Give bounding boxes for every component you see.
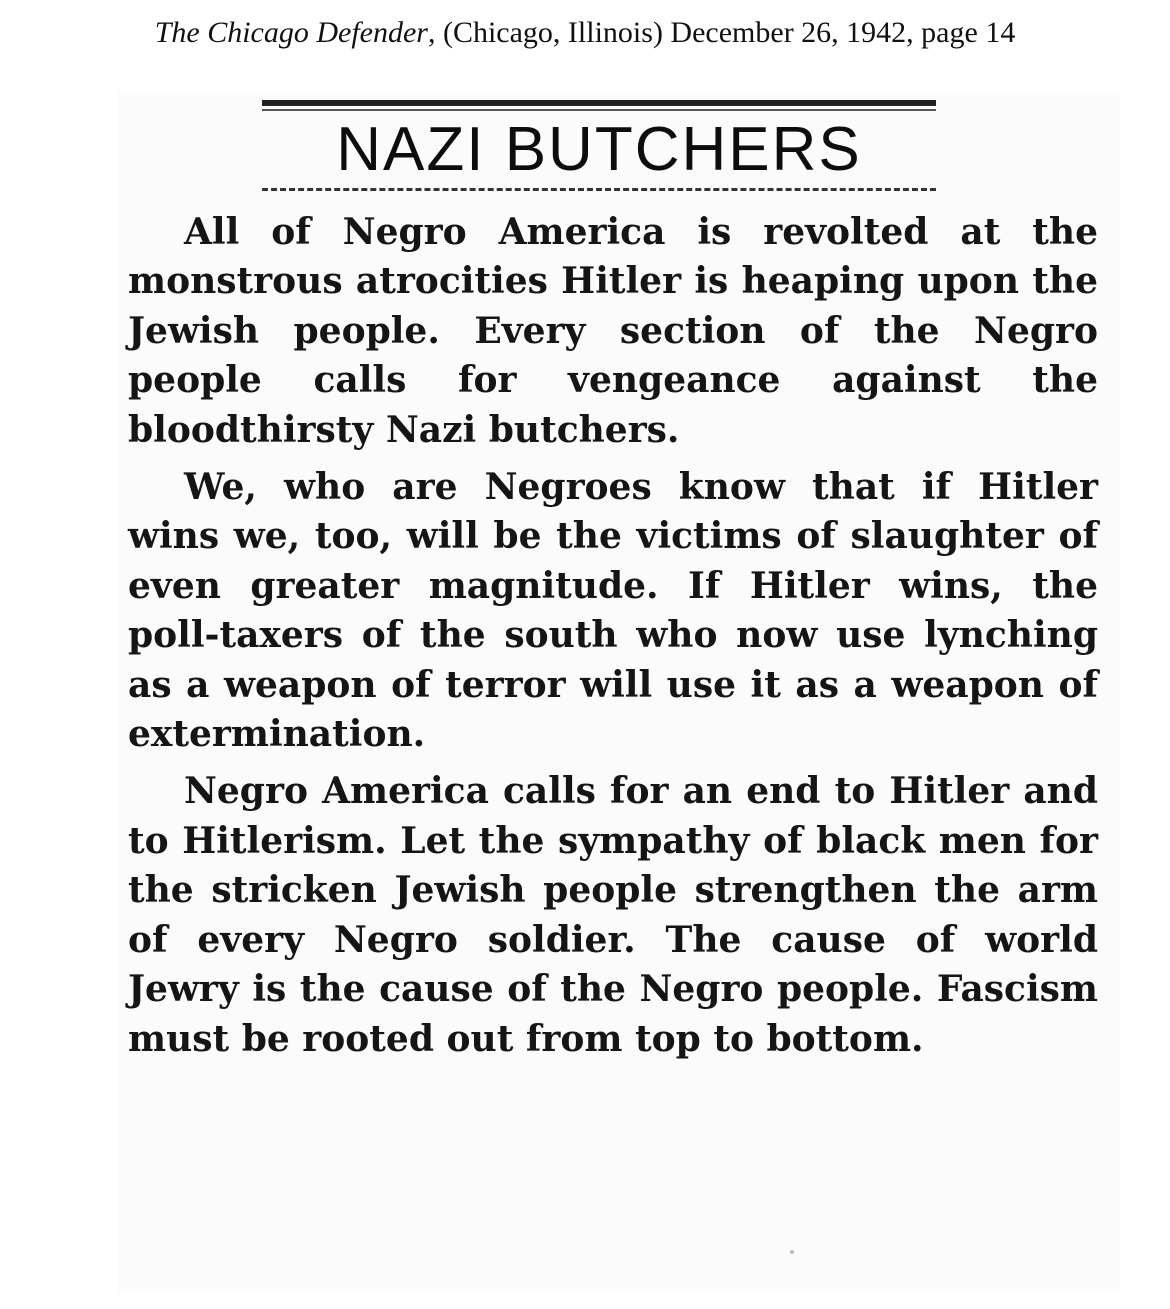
headline-top-rule [262, 100, 936, 106]
paragraph-2: We, who are Negroes know that if Hitler wins we, too, will be the victims of slaughter of even greater magnitude. If Hitler wins, the poll-taxers of the south who now use lynching as a weapon of terror will use it as a weapon of extermination. [128, 466, 1098, 756]
source-details: , (Chicago, Illinois) December 26, 1942, page 14 [427, 16, 1016, 49]
source-caption [0, 16, 1170, 50]
headline-bottom-rule [262, 188, 936, 191]
print-speck [790, 1250, 794, 1254]
paragraph-1: All of Negro America is revolted at the monstrous atrocities Hitler is heaping upon the Jewish people. Every section of the Negro people calls for vengeance against the bloodthirsty Nazi butchers. [128, 211, 1098, 451]
newspaper-name: The Chicago Defender [154, 16, 428, 49]
headline: NAZI BUTCHERS [336, 115, 862, 184]
article-body [128, 208, 1098, 1064]
paragraph-3: Negro America calls for an end to Hitler and to Hitlerism. Let the sympathy of black men for the stricken Jewish people strengthen the arm of every Negro soldier. The cause of world Jewry is the cause of the Negro people. Fascism must be rooted out from top to bottom. [128, 770, 1098, 1060]
